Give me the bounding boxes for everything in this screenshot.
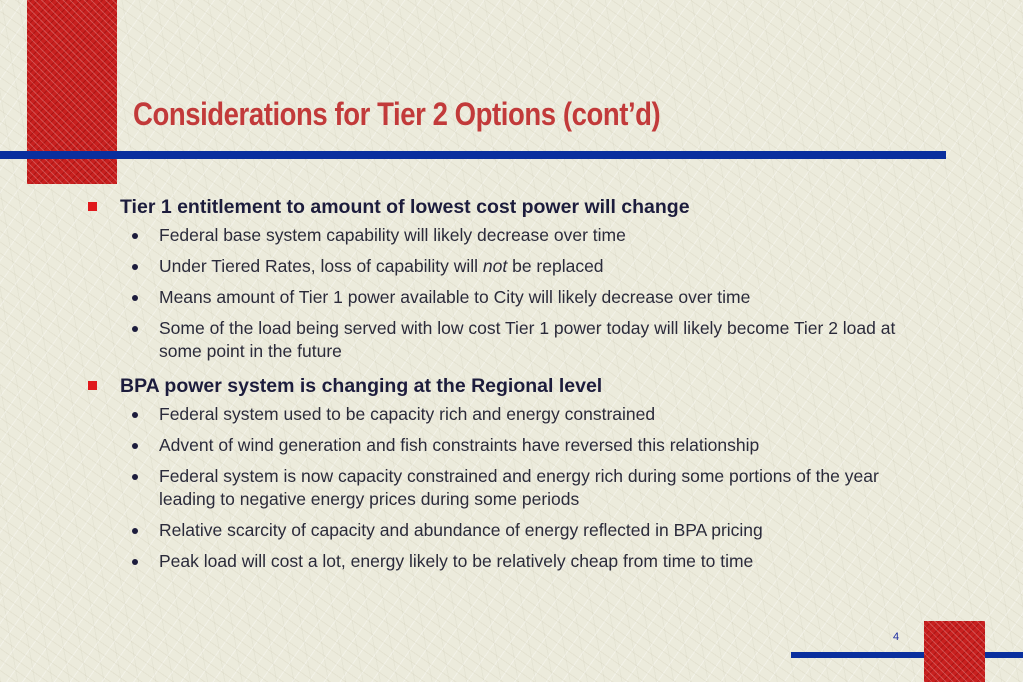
- slide-content: [84, 192, 924, 581]
- list-item: [84, 224, 924, 247]
- section-heading: [84, 192, 924, 222]
- list-item-text: Federal system used to be capacity rich and energy constrained: [159, 404, 656, 424]
- list-item: [84, 519, 924, 542]
- bullet-list: [84, 403, 924, 573]
- dot-bullet-icon: [132, 412, 138, 418]
- section-heading-text: Tier 1 entitlement to amount of lowest cost power will change: [120, 196, 690, 218]
- dot-bullet-icon: [132, 474, 138, 480]
- section-heading: [84, 371, 924, 401]
- slide-title: Considerations for Tier 2 Options (cont’d): [133, 96, 661, 132]
- square-bullet-icon: [88, 202, 97, 211]
- section-tier1-entitlement: [84, 192, 924, 363]
- list-item-text: Federal base system capability will likely decrease over time: [159, 225, 626, 245]
- list-item: [84, 255, 924, 278]
- list-item-emphasis: not: [482, 256, 508, 276]
- footer-bar: [791, 652, 1023, 658]
- dot-bullet-icon: [132, 326, 138, 332]
- dot-bullet-icon: [132, 528, 138, 534]
- bullet-list: [84, 224, 924, 363]
- section-bpa-power-system: [84, 371, 924, 573]
- list-item-text: Advent of wind generation and fish constraints have reversed this relationship: [159, 435, 760, 455]
- list-item-text-after: be replaced: [507, 256, 604, 276]
- list-item: [84, 317, 924, 363]
- title-underline-bar: [0, 151, 946, 159]
- square-bullet-icon: [88, 381, 97, 390]
- dot-bullet-icon: [132, 295, 138, 301]
- list-item-text: Means amount of Tier 1 power available to City will likely decrease over time: [159, 287, 751, 307]
- list-item: [84, 434, 924, 457]
- list-item-text: Federal system is now capacity constrained and energy rich during some portions of the year leading to negative energy prices during some periods: [159, 466, 879, 509]
- list-item: [84, 465, 924, 511]
- decorative-red-block-bottom: [924, 621, 985, 682]
- list-item: [84, 403, 924, 426]
- list-item-text: Relative scarcity of capacity and abundance of energy reflected in BPA pricing: [159, 520, 763, 540]
- list-item: [84, 550, 924, 573]
- list-item-text: Some of the load being served with low cost Tier 1 power today will likely become Tier 2 load at some point in the future: [159, 318, 896, 361]
- dot-bullet-icon: [132, 233, 138, 239]
- list-item-text-before: Under Tiered Rates, loss of capability will: [159, 256, 483, 276]
- section-heading-text: BPA power system is changing at the Regional level: [120, 375, 603, 397]
- page-number: 4: [893, 631, 900, 643]
- dot-bullet-icon: [132, 559, 138, 565]
- list-item: [84, 286, 924, 309]
- list-item-text: Peak load will cost a lot, energy likely to be relatively cheap from time to time: [159, 551, 754, 571]
- dot-bullet-icon: [132, 264, 138, 270]
- dot-bullet-icon: [132, 443, 138, 449]
